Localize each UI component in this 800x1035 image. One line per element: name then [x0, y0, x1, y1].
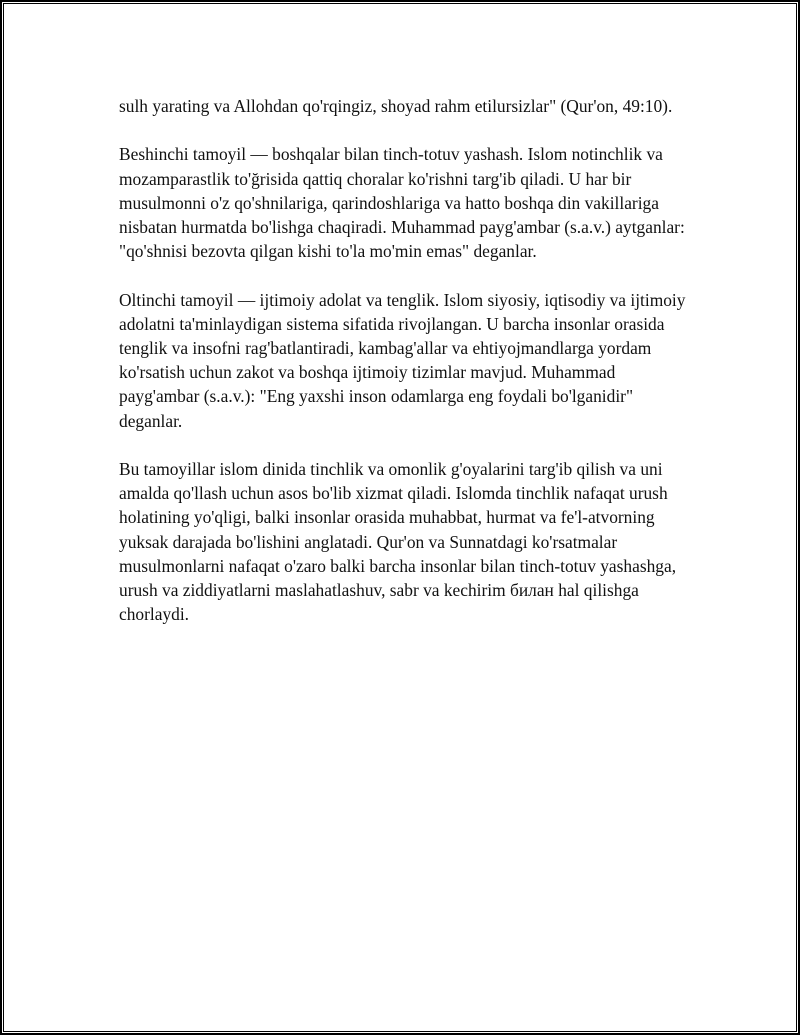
- paragraph-4: Bu tamoyillar islom dinida tinchlik va omonlik g'oyalarini targ'ib qilish va uni amalda qo'llash uchun asos bo'lib xizmat qiladi. Islomda tinchlik nafaqat urush holatining yo'qligi, balki insonlar orasida muhabbat, hurmat va fe'l-atvorning yuksak darajada bo'lishini anglatadi. Qur'on va Sunnatdagi ko'rsatmalar musulmonlarni nafaqat o'zaro balki barcha insonlar bilan tinch-totuv yashashga, urush va ziddiyatlarni maslahatlashuv, sabr va kechirim билан hal qilishga chorlaydi.: [119, 459, 677, 625]
- paragraph-2: Beshinchi tamoyil — boshqalar bilan tinch-totuv yashash. Islom notinchlik va mozamparastlik to'ğrisida qattiq choralar ko'rishni targ'ib qiladi. U har bir musulmonni o'z qo'shnilariga, qarindoshlariga va hatto boshqa din vakillariga nisbatan hurmatda bo'lishga chaqiradi. Muhammad payg'ambar (s.a.v.) aytganlar: "qo'shnisi bezovta qilgan kishi to'la mo'min emas" deganlar.: [119, 144, 685, 262]
- paragraph-1: sulh yarating va Allohdan qo'rqingiz, shoyad rahm etilursizlar" (Qur'on, 49:10).: [119, 96, 673, 116]
- document-body: [119, 94, 691, 651]
- paragraph-3: Oltinchi tamoyil — ijtimoiy adolat va tenglik. Islom siyosiy, iqtisodiy va ijtimoiy adolatni ta'minlaydigan sistema sifatida rivojlangan. U barcha insonlar orasida tenglik va insofni rag'batlantiradi, kambag'allar va ehtiyojmandlarga yordam ko'rsatish uchun zakot va boshqa ijtimoiy tizimlar mavjud. Muhammad payg'ambar (s.a.v.): "Eng yaxshi inson odamlarga eng foydali bo'lganidir" deganlar.: [119, 289, 686, 431]
